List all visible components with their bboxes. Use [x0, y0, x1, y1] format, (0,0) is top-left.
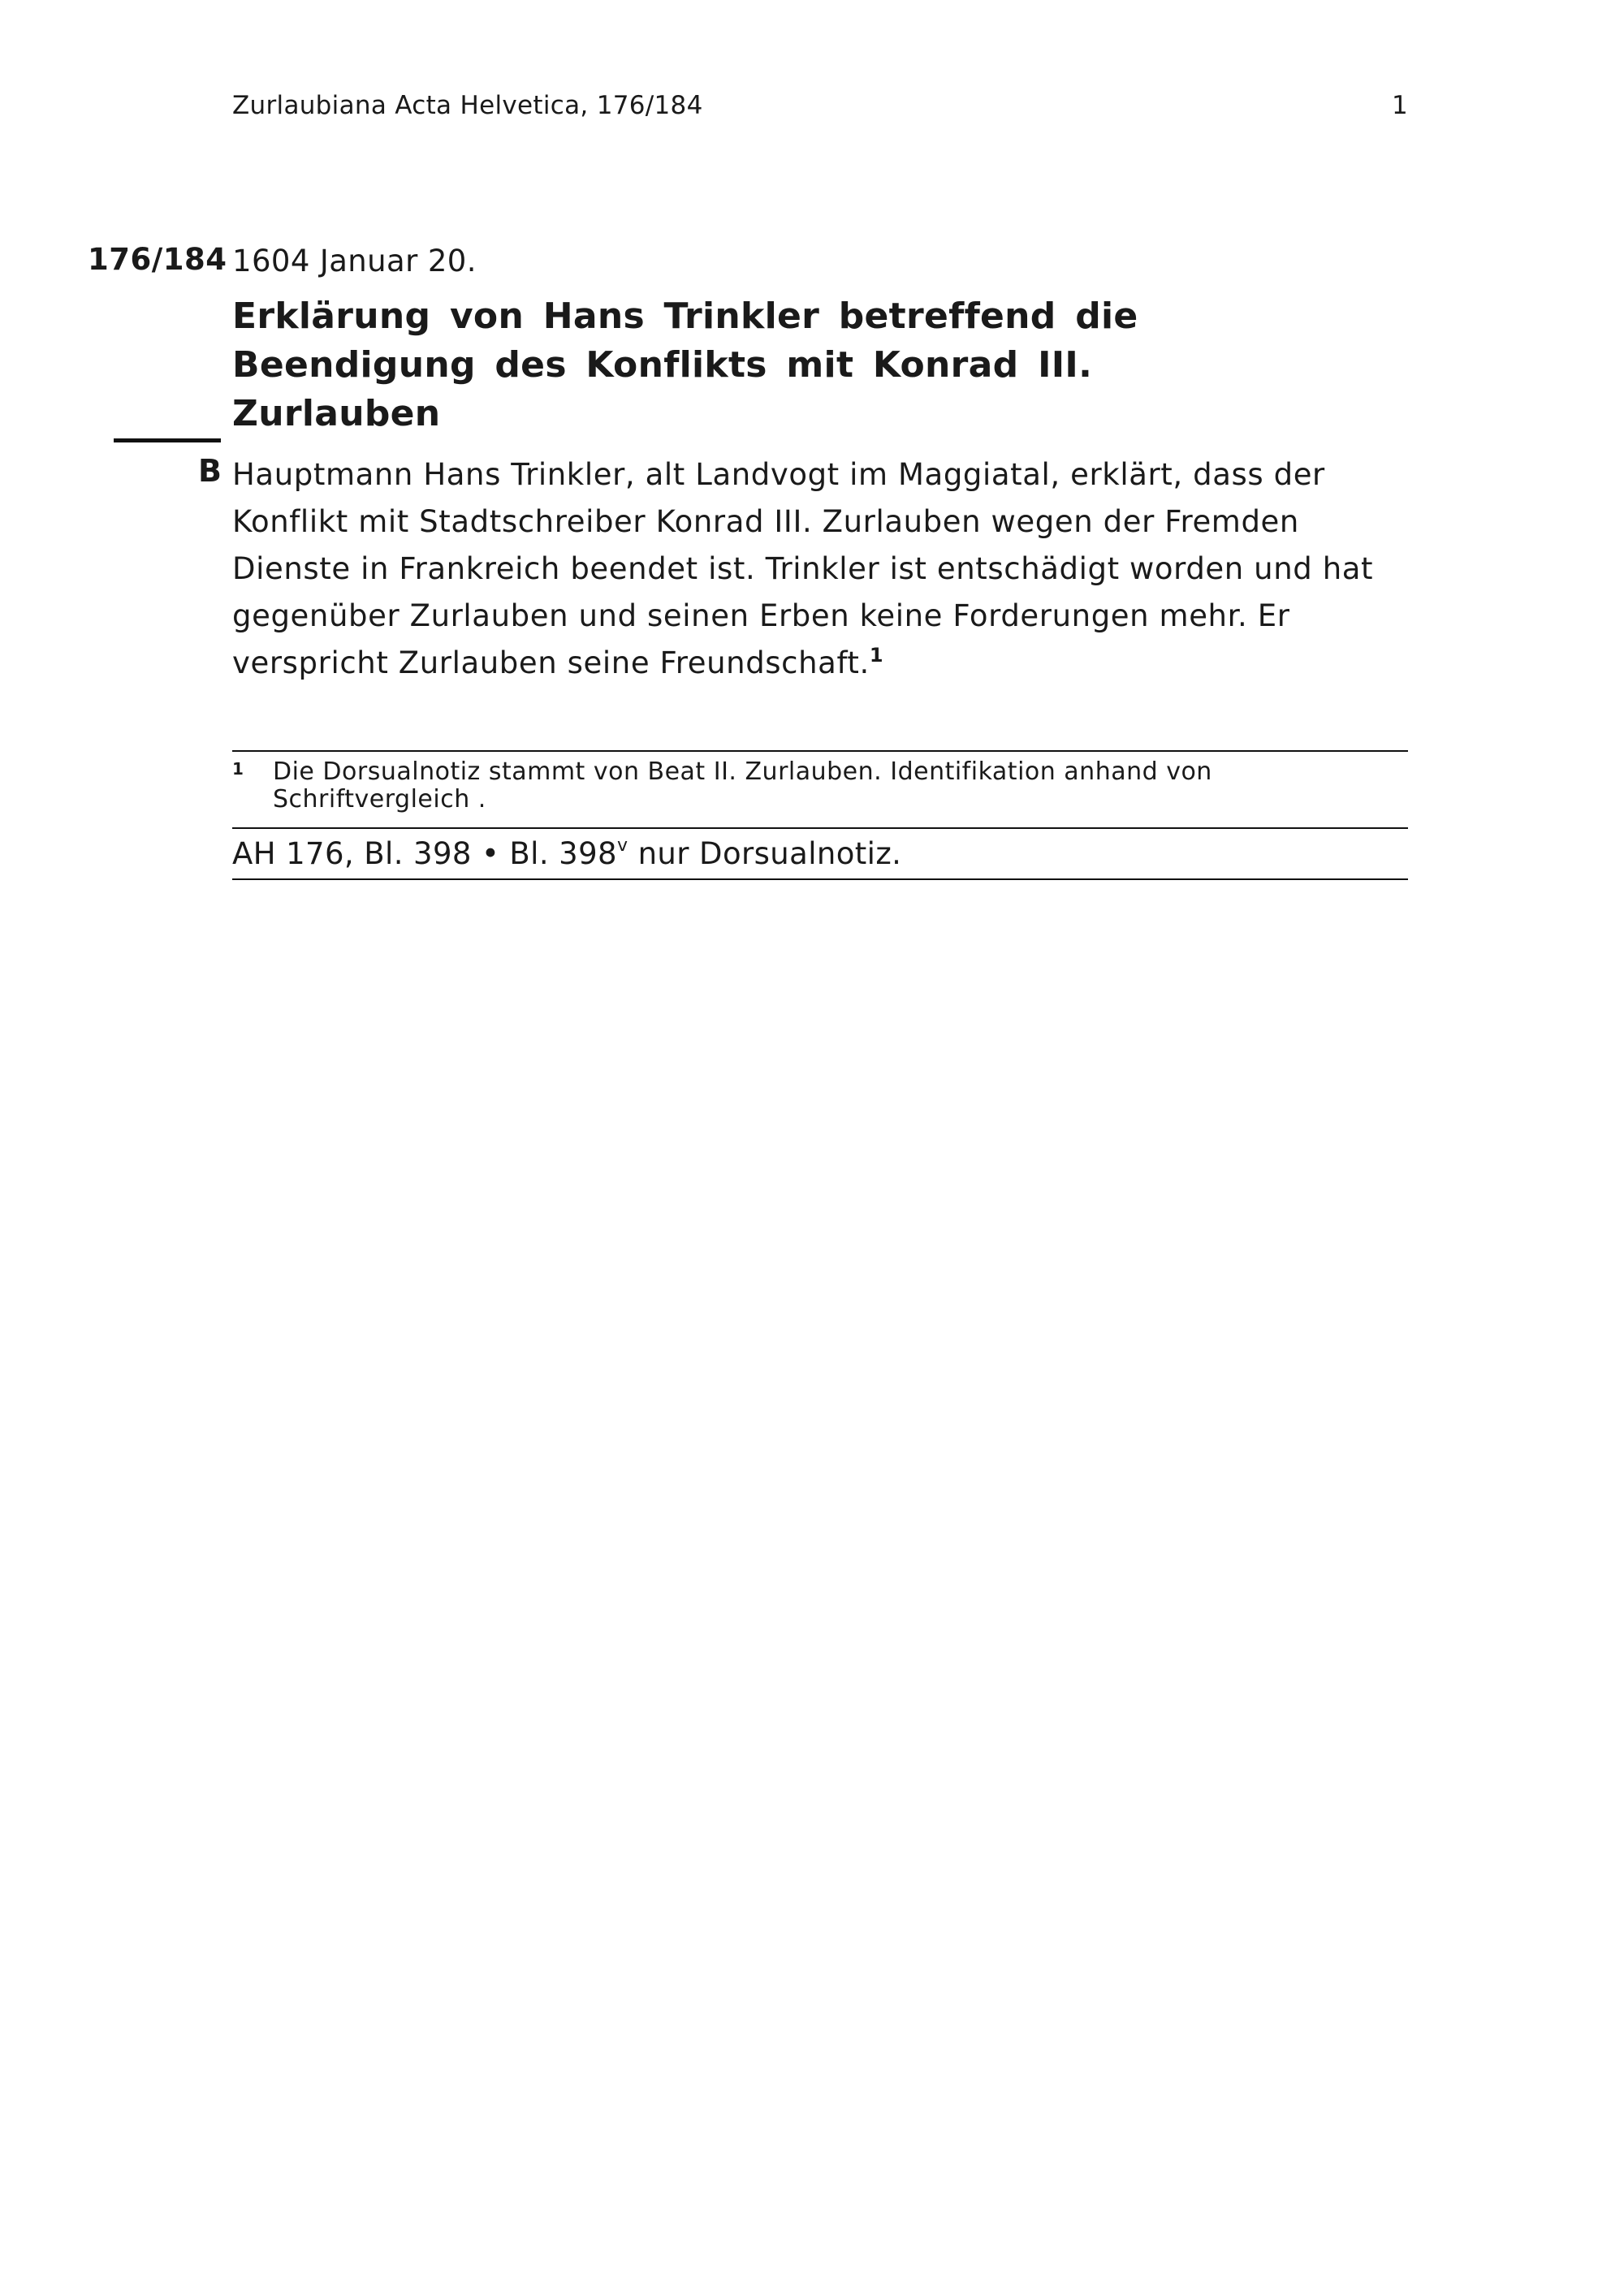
- document-title: Erklärung von Hans Trinkler betreffend die Beendigung des Konflikts mit Konrad III. Zurlauben: [232, 296, 1138, 434]
- summary-text: [232, 451, 1408, 687]
- footnote-1: [232, 758, 1408, 814]
- footnote-text: Die Dorsualnotiz stammt von Beat II. Zurlauben. Identifikation anhand von Schriftvergleich .: [273, 757, 1212, 814]
- summary-body: Hauptmann Hans Trinkler, alt Landvogt im Maggiatal, erklärt, dass der Konflikt mit Stadtschreiber Konrad III. Zurlauben wegen der Fremden Dienste in Frankreich beendet ist. Trinkler ist entschädigt worden und hat gegenüber Zurlauben und seinen Erben keine Forderungen mehr. Er verspricht Zurlauben seine Freundschaft.: [232, 457, 1374, 680]
- source-text-after: nur Dorsualnotiz.: [628, 836, 902, 871]
- footnote-divider-bottom: [232, 878, 1408, 880]
- document-date: 1604 Januar 20.: [232, 244, 477, 278]
- footnote-reference[interactable]: 1: [869, 644, 884, 667]
- footnote-divider-middle: [232, 827, 1408, 829]
- footnote-mark: 1: [232, 759, 244, 779]
- summary-mark: B: [198, 453, 222, 489]
- source-text-before: AH 176, Bl. 398 • Bl. 398: [232, 836, 617, 871]
- source-verso-mark: v: [617, 835, 628, 856]
- document-number: 176/184: [88, 242, 227, 277]
- footnote-divider-top: [232, 750, 1408, 752]
- running-title: Zurlaubiana Acta Helvetica, 176/184: [232, 91, 703, 120]
- source-reference: [232, 833, 901, 875]
- page-number: 1: [1391, 91, 1408, 120]
- margin-rule: [114, 438, 221, 442]
- running-header: [232, 91, 1408, 127]
